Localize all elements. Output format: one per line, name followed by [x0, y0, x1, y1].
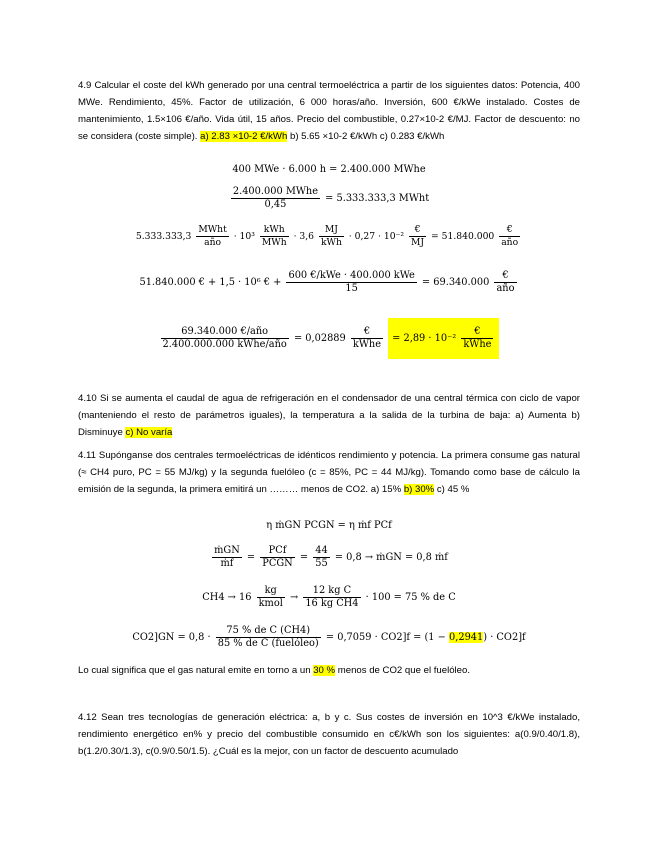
question-4-12: [78, 709, 580, 760]
frac-num: €: [461, 326, 493, 339]
eq-text: = 0,02889: [293, 333, 346, 344]
eq-4-11-line2: [78, 545, 580, 570]
frac-num: €: [409, 224, 426, 237]
eq-text: = 51.840.000: [431, 231, 495, 242]
frac-den: año: [496, 283, 515, 294]
fraction: [319, 224, 344, 249]
eq-4-9-line5: [78, 318, 580, 359]
eq-text: CH4 → 16: [202, 592, 252, 603]
eq-4-9-line2: [78, 186, 580, 211]
frac-den: 2.400.000.000 kWhe/año: [162, 339, 287, 350]
frac-den: kWhe: [463, 339, 492, 350]
frac-den: ṁf: [220, 558, 234, 569]
question-4-10: [78, 390, 580, 441]
answer-4-11-highlight: b) 30%: [403, 484, 435, 495]
question-4-11: [78, 447, 580, 498]
frac-num: PCf: [260, 545, 295, 558]
fraction: [257, 585, 285, 610]
answer-4-9-highlight: a) 2.83 ×10-2 €/kWh: [200, 131, 288, 142]
eq-text: · 3,6: [293, 231, 315, 242]
fraction: [351, 326, 383, 351]
eq-4-11-line4: [78, 625, 580, 650]
frac-num: 69.340.000 €/año: [161, 326, 289, 339]
eq-text: = 0,7059 · CO2]f = (1 −: [325, 632, 449, 643]
frac-num: 75 % de C (CH4): [216, 625, 321, 638]
eq-text: · 100 = 75 % de C: [365, 592, 456, 603]
frac-den: MWh: [261, 237, 287, 248]
eq-text: = 2,89 · 10⁻²: [392, 333, 457, 344]
eq-text: · 10³: [233, 231, 255, 242]
question-4-11-text: 4.11 Supónganse dos centrales termoeléctricas de idénticos rendimiento y potencia. La primera consume gas natural (≈ CH4 puro, PC = 55 MJ/kg) y la segunda fuelóleo (c = 85%, PC = 44 MJ/kg). Tomando como base de cálculo la emisión de la segunda, la primera emitirá un ……… menos de CO2. a) 15%: [78, 450, 580, 495]
question-4-10-text: 4.10 Si se aumenta el caudal de agua de refrigeración en el condensador de una central térmica con ciclo de vapor (manteniendo el resto de parámetros iguales), la temperatura a la salida de la turbina de baja: a) Aumenta b) Disminuye: [78, 393, 580, 438]
eq-text: =: [299, 552, 309, 563]
eq-text: 5.333.333,3: [135, 231, 192, 242]
eq-text: 51.840.000 € + 1,5 · 10⁶ € +: [139, 277, 282, 288]
fraction: [231, 186, 320, 211]
frac-num: €: [499, 224, 520, 237]
frac-den: 16 kg CH4: [305, 598, 359, 609]
question-4-9: [78, 77, 580, 145]
frac-den: MJ: [411, 237, 425, 248]
fraction: [499, 224, 520, 249]
fraction: [286, 270, 416, 295]
frac-num: kg: [257, 585, 285, 598]
frac-num: 12 kg C: [303, 585, 360, 598]
frac-num: €: [351, 326, 383, 339]
frac-num: 2.400.000 MWhe: [232, 186, 319, 197]
eq-4-9-line1: [78, 164, 580, 175]
eq-text: η ṁGN PCGN = η ṁf PCf: [266, 520, 392, 531]
eq-4-9-line4: [78, 270, 580, 295]
value-highlight: 0,2941: [448, 632, 484, 643]
frac-den: kWhe: [352, 339, 382, 350]
question-4-11-tail: c) 45 %: [434, 484, 470, 495]
fraction: [303, 585, 360, 610]
conclusion-text: Lo cual significa que el gas natural emite en torno a un: [78, 665, 314, 676]
fraction: [212, 545, 242, 570]
frac-num: €: [494, 270, 516, 283]
frac-num: MWht: [198, 224, 227, 235]
eq-text: =: [246, 552, 256, 563]
arrow-icon: →: [289, 592, 299, 603]
result-highlight-box: [388, 318, 499, 359]
conclusion-highlight: 30 %: [313, 665, 336, 676]
frac-num: 600 €/kWe · 400.000 kWe: [288, 270, 415, 281]
frac-den: kmol: [258, 598, 283, 609]
eq-text: ) · CO2]f: [483, 632, 526, 643]
fraction: [196, 224, 228, 249]
fraction: [409, 224, 426, 249]
conclusion: [78, 662, 580, 679]
fraction: [216, 625, 321, 650]
eq-text: = 0,8 → ṁGN = 0,8 ṁf: [334, 552, 448, 563]
frac-den: año: [204, 237, 222, 248]
frac-den: kWh: [320, 237, 342, 248]
fraction: [161, 326, 289, 351]
eq-text: · 0,27 · 10⁻²: [348, 231, 405, 242]
eq-4-9-line3: [78, 224, 580, 249]
eq-text: 400 MWe · 6.000 h = 2.400.000 MWhe: [232, 164, 426, 175]
eq-4-11-line1: [78, 520, 580, 531]
question-4-12-text: 4.12 Sean tres tecnologías de generación eléctrica: a, b y c. Sus costes de inversión en 10^3 €/kWe instalado, rendimiento energético en% y precio del combustible consumido en c€/kWh son los siguientes: a(0.9/0.40/1.8), b(1.2/0.30/1.3), c(0.9/0.50/1.5). ¿Cuál es la mejor, con un factor de descuento acumulado: [78, 712, 580, 757]
eq-text: = 69.340.000: [421, 277, 490, 288]
frac-num: 44: [315, 545, 328, 556]
question-4-9-text: 4.9 Calcular el coste del kWh generado por una central termoeléctrica a partir de los siguientes datos: Potencia, 400 MWe. Rendimiento, 45%. Factor de utilización, 6 000 horas/año. Inversión, 600 €/kWe instalado. Costes de mantenimiento, 1.5×106 €/año. Vida útil, 15 años. Precio del combustible, 0.27×10-2 €/MJ. Factor de descuento: no se considera (coste simple).: [78, 80, 580, 142]
frac-num: ṁGN: [214, 545, 240, 556]
frac-num: kWh: [260, 224, 289, 237]
frac-den: año: [501, 237, 519, 248]
frac-den: 85 % de C (fuelóleo): [217, 638, 319, 649]
answer-4-10-highlight: c) No varía: [125, 427, 173, 438]
frac-den: 15: [345, 283, 358, 294]
conclusion-tail: menos de CO2 que el fuelóleo.: [335, 665, 471, 676]
question-4-9-tail: b) 5.65 ×10-2 €/kWh c) 0.283 €/kWh: [287, 131, 445, 142]
frac-den: 55: [315, 558, 328, 569]
fraction: [313, 545, 329, 570]
eq-text: CO2]GN = 0,8 ·: [132, 632, 211, 643]
fraction: [461, 326, 493, 351]
frac-den: 0,45: [264, 199, 287, 210]
eq-4-11-line3: [78, 585, 580, 610]
fraction: [494, 270, 516, 295]
fraction: [260, 545, 295, 570]
eq-text: = 5.333.333,3 MWht: [325, 193, 430, 204]
frac-den: PCGN: [262, 558, 293, 569]
fraction: [260, 224, 289, 249]
frac-num: MJ: [319, 224, 344, 237]
